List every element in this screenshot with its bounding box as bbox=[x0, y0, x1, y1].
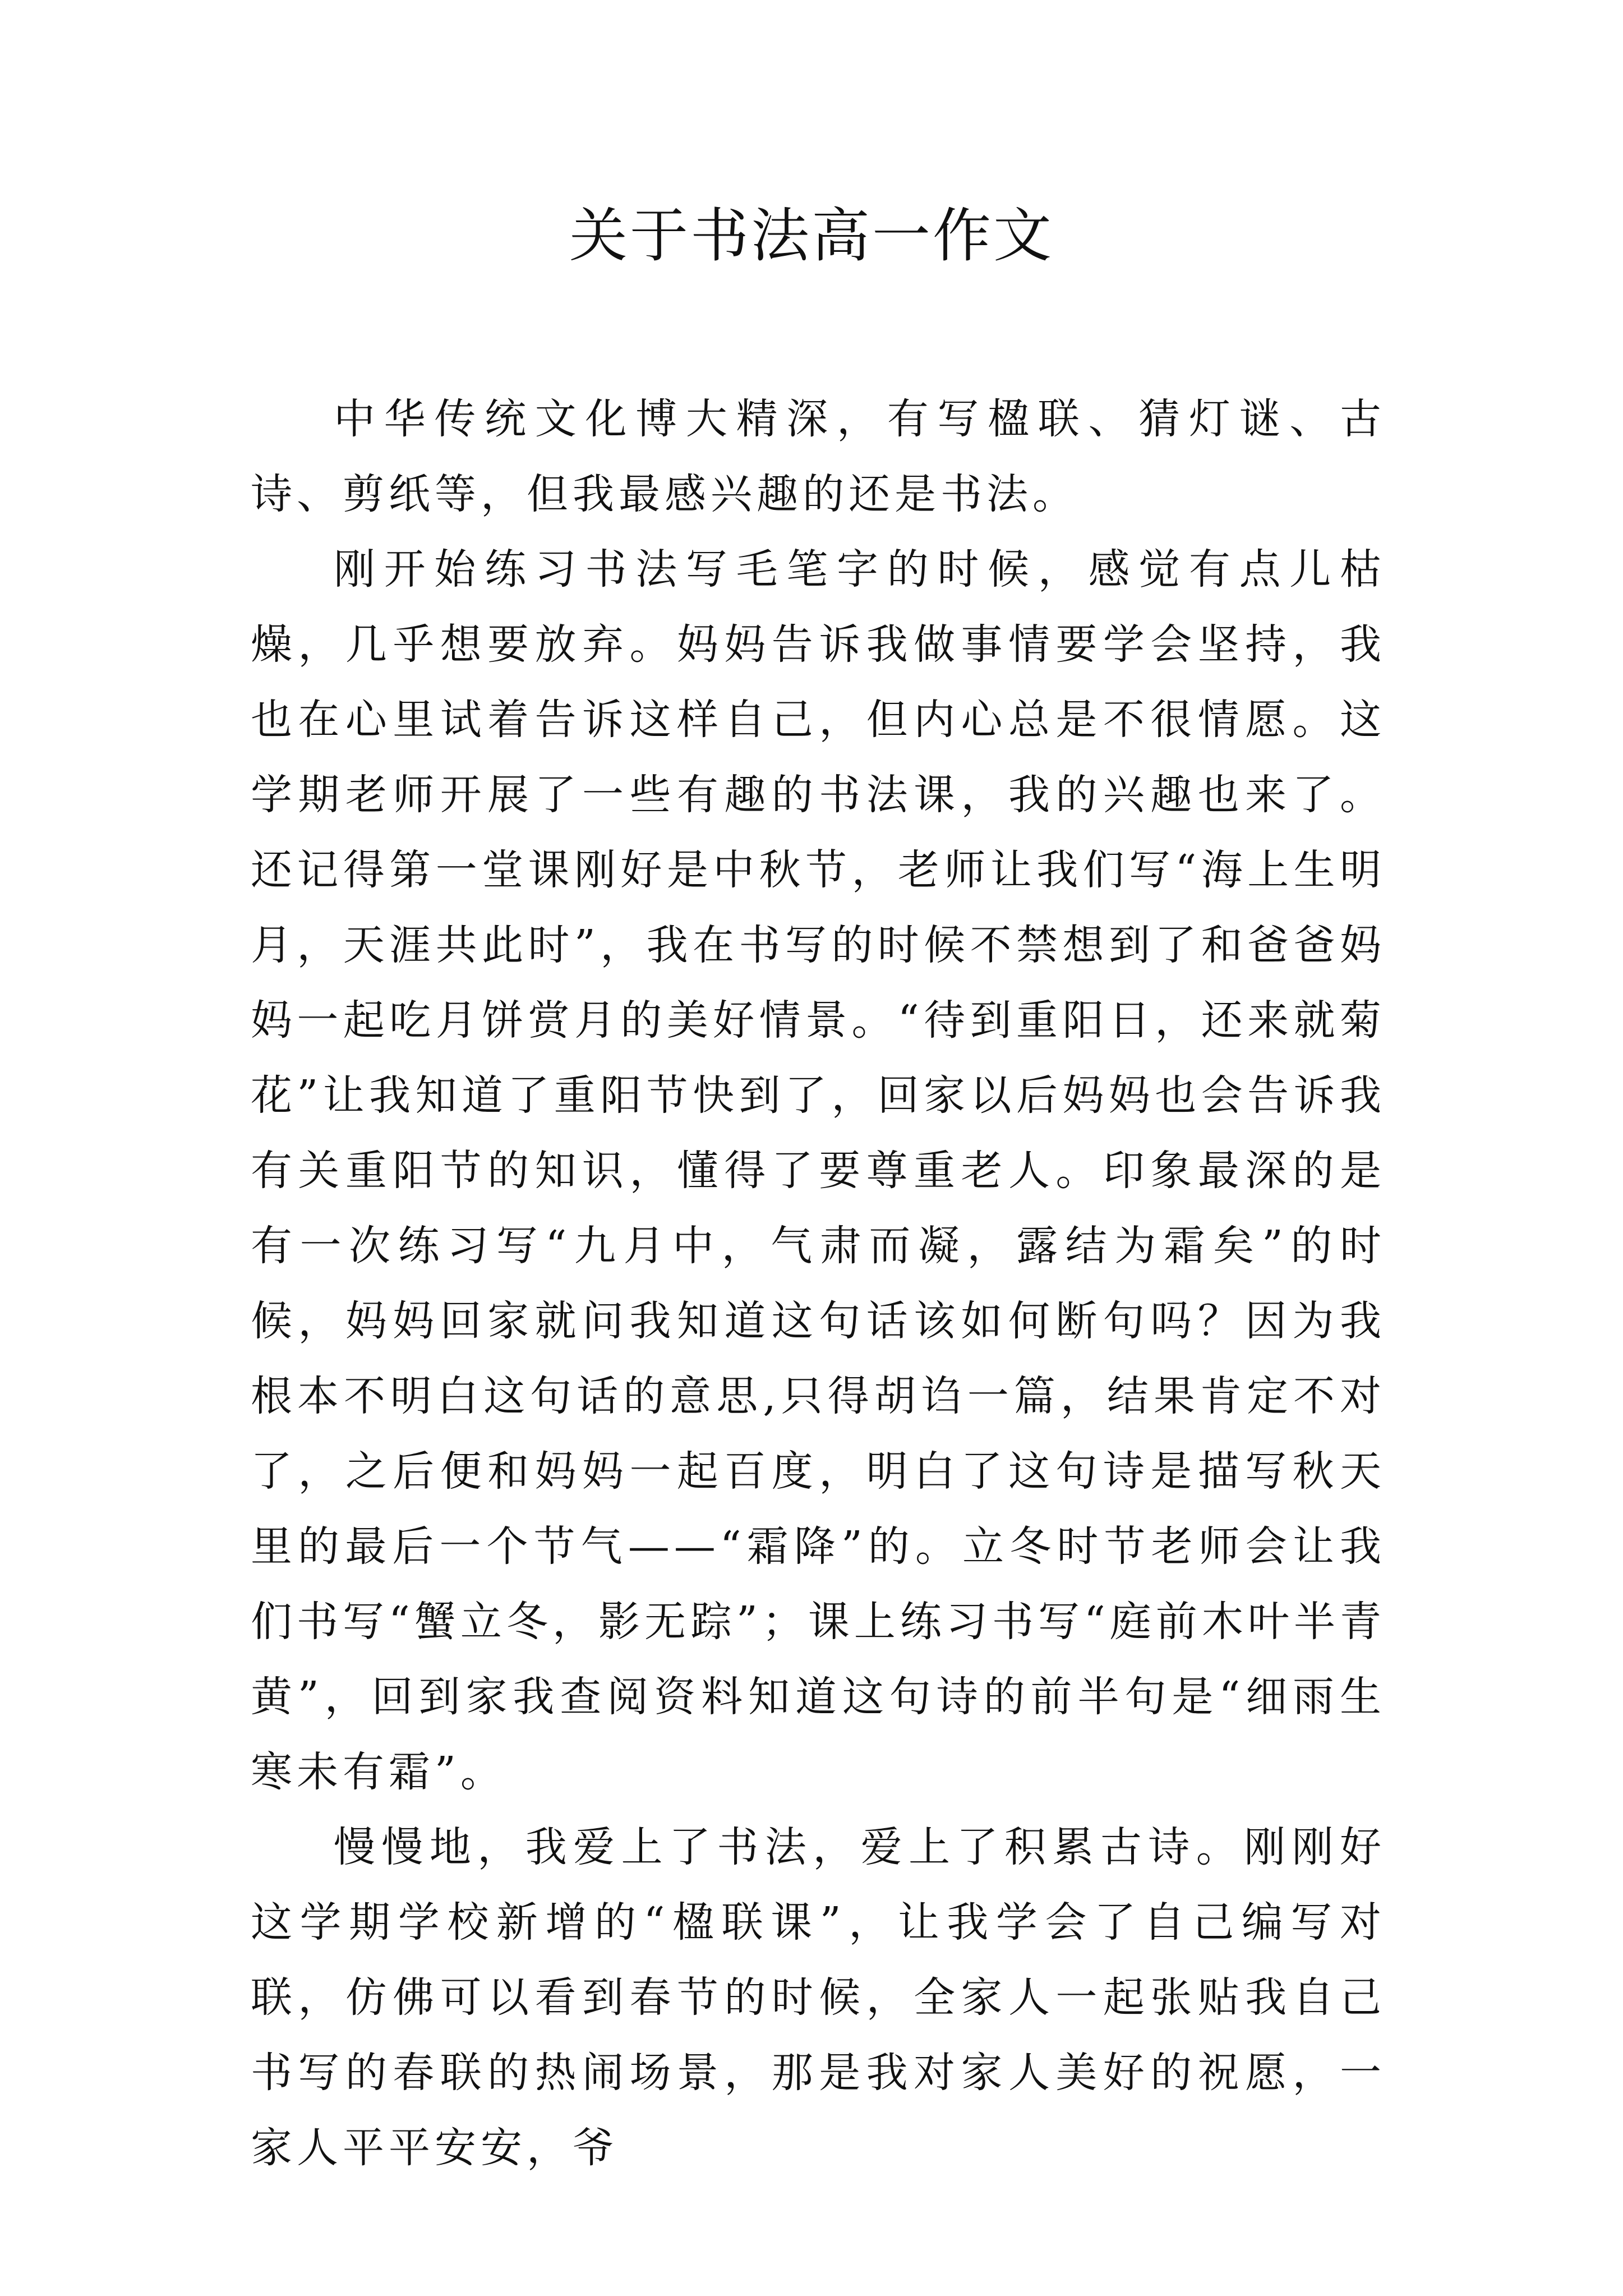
document-body bbox=[251, 381, 1386, 2185]
paragraph-2: 刚开始练习书法写毛笔字的时候，感觉有点儿枯燥，几乎想要放弃。妈妈告诉我做事情要学会坚持，我也在心里试着告诉这样自己，但内心总是不很情愿。这学期老师开展了一些有趣的书法课，我的兴趣也来了。还记得第一堂课刚好是中秋节，老师让我们写“海上生明月，天涯共此时”，我在书写的时候不禁想到了和爸爸妈妈一起吃月饼赏月的美好情景。“待到重阳日，还来就菊花”让我知道了重阳节快到了，回家以后妈妈也会告诉我有关重阳节的知识，懂得了要尊重老人。印象最深的是有一次练习写“九月中，气肃而凝，露结为霜矣”的时候，妈妈回家就问我知道这句话该如何断句吗？因为我根本不明白这句话的意思,只得胡诌一篇，结果肯定不对了，之后便和妈妈一起百度，明白了这句诗是描写秋天里的最后一个节气——“霜降”的。立冬时节老师会让我们书写“蟹立冬，影无踪”；课上练习书写“庭前木叶半青黄”，回到家我查阅资料知道这句诗的前半句是“细雨生寒未有霜”。 bbox=[251, 545, 1386, 1796]
document-title: 关于书法高一作文 bbox=[569, 201, 1054, 270]
paragraph-3: 慢慢地，我爱上了书法，爱上了积累古诗。刚刚好这学期学校新增的“楹联课”，让我学会了自己编写对联，仿佛可以看到春节的时候，全家人一起张贴我自己书写的春联的热闹场景，那是我对家人美好的祝愿，一家人平平安安，爷 bbox=[251, 1823, 1386, 2172]
paragraph-1: 中华传统文化博大精深，有写楹联、猜灯谜、古诗、剪纸等，但我最感兴趣的还是书法。 bbox=[251, 395, 1386, 518]
